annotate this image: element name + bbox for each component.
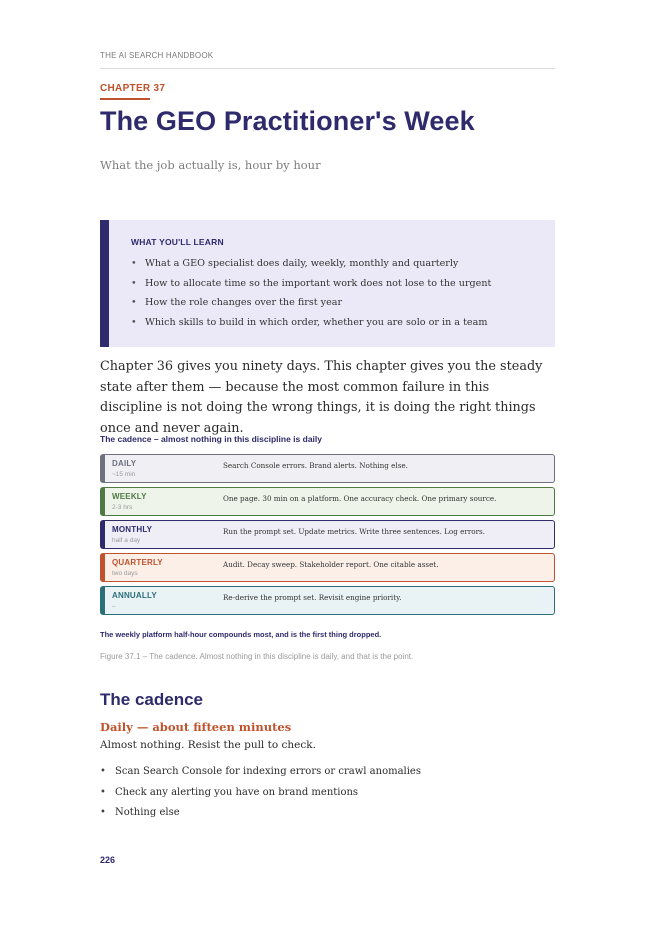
chapter-label: CHAPTER 37 [100,83,166,94]
figure-note: The weekly platform half-hour compounds most, and is the first thing dropped. [100,630,382,639]
cadence-description: Audit. Decay sweep. Stakeholder report. One citable asset. [223,560,439,569]
cadence-description: Re-derive the prompt set. Revisit engine priority. [223,593,402,602]
learning-objectives-list [131,254,491,333]
learning-objective-item: • How the role changes over the first year [131,293,491,313]
cadence-row-daily [100,454,555,483]
learning-objectives-box [100,220,555,347]
subsection-text: Almost nothing. Resist the pull to check. [100,739,316,751]
daily-task-item: • Scan Search Console for indexing errors or crawl anomalies [100,762,421,783]
daily-task-item: • Check any alerting you have on brand mentions [100,783,421,804]
cadence-name: QUARTERLY [112,558,163,567]
cadence-time: 2-3 hrs [112,504,133,511]
page-number: 226 [100,855,116,865]
cadence-time: – [112,603,116,610]
figure-heading: The cadence – almost nothing in this discipline is daily [100,434,322,444]
cadence-row-monthly [100,520,555,549]
cadence-time: half a day [112,537,141,544]
cadence-name: MONTHLY [112,525,153,534]
cadence-time: two days [112,570,138,577]
daily-task-list [100,762,421,824]
cadence-row-annually [100,586,555,615]
cadence-description: One page. 30 min on a platform. One accuracy check. One primary source. [223,494,497,503]
section-heading: The cadence [100,690,203,709]
cadence-name: DAILY [112,459,137,468]
learning-objective-item: • What a GEO specialist does daily, weekly, monthly and quarterly [131,254,491,274]
learning-objective-item: • Which skills to build in which order, whether you are solo or in a team [131,313,491,333]
chapter-subtitle: What the job actually is, hour by hour [100,158,321,172]
learning-objective-item: • How to allocate time so the important work does not lose to the urgent [131,274,491,294]
learning-objectives-title: WHAT YOU'LL LEARN [131,237,224,247]
cadence-description: Search Console errors. Brand alerts. Nothing else. [223,461,408,470]
figure-caption: Figure 37.1 – The cadence. Almost nothing in this discipline is daily, and that is the point. [100,652,414,661]
header-rule [100,68,555,69]
subsection-heading: Daily — about fifteen minutes [100,720,292,734]
cadence-name: ANNUALLY [112,591,157,600]
cadence-row-quarterly [100,553,555,582]
cadence-name: WEEKLY [112,492,147,501]
daily-task-item: • Nothing else [100,803,421,824]
intro-paragraph: Chapter 36 gives you ninety days. This chapter gives you the steady state after them — because the most common failure in this discipline is not doing the wrong things, it is doing the right things once and never again. [100,359,543,436]
cadence-row-weekly [100,487,555,516]
running-header: THE AI SEARCH HANDBOOK [100,51,214,60]
cadence-time: ~15 min [112,471,136,478]
chapter-title: The GEO Practitioner's Week [100,106,475,136]
chapter-rule [100,98,150,100]
cadence-description: Run the prompt set. Update metrics. Write three sentences. Log errors. [223,527,486,536]
